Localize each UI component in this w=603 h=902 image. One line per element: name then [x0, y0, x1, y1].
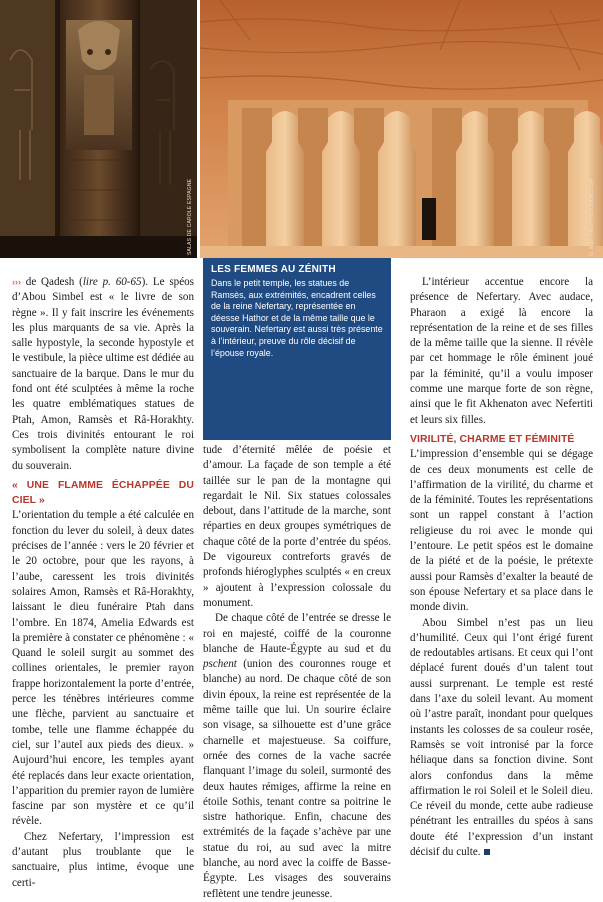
section-heading: « UNE FLAMME ÉCHAPPÉE DU CIEL »	[12, 479, 194, 507]
paragraph	[203, 611, 391, 902]
paragraph	[12, 275, 194, 474]
paragraph: L’orientation du temple a été calculée en fonction du lever du soleil, à deux dates précises de l’année : vers le 20 février et le 20 octobre, pour que les rayons, à l’aube, caressent les trois divinités solaires Amon, Ramsès et Râ-Horakhty, laissant le dieu funéraire Ptah dans l’ombre. En 1874, Amelia Edwards est la première à constater ce phénomène : « Quand le soleil surgit au sommet des collines orientales, le premier rayon frappe horizontalement la porte d’entrée, perce les ténèbres intérieures comme une flèche, parvient au sanctuaire et tombe, telle une flamme échappée du ciel, sur l’autel aux pieds des dieux. » Aujourd’hui encore, les temples ayant été replacés dans leur exacte orientation, l’apparition du premier rayon de lumière fascine par son mystère et ce qu’il révèle.	[12, 509, 194, 828]
continuation-chevron: ›››	[12, 277, 21, 287]
paragraph	[410, 616, 593, 861]
sidebar-box	[203, 258, 391, 440]
article-column-2	[203, 443, 391, 902]
interior-pillar-photo	[0, 0, 197, 258]
temple-facade-photo	[200, 0, 603, 258]
text-run: ). Le spéos d’Abou Simbel est « le livre de son règne ». Il y fait inscrire les événements les plus marquants de sa vie. Après la salle hypostyle, la seconde hypostyle et le vestibule, la pièce ultime est dédiée au sanctuaire de la barque. Dans le mur du fond ont été sculptées à même la roche les quatre emblématiques statues de Ptah, Amon, Ramsès et Râ-Horakhty. Ces trois divinités entourant le roi symbolisent la complète nature divine du souverain.	[12, 276, 194, 472]
text-run: (union des couronnes rouge et blanche) au nord. De chaque côté de son divin époux, la reine est représentée de la même taille que lui. Un sourire éclaire son visage, sa silhouette est d’une grâce charnelle et majestueuse. Sa coiffure, ornée des cornes de la vache sacrée flanquant l’image du soleil, surmonté des deux hautes rémiges, affirme la reine en étoile Sothis, tenant contre sa poitrine le sistre hathorique. Enfin, chacune des extrémités de la façade s’achève par une statue du roi, au sud avec la mitre blanche, au nord avec la coiffe de Basse-Égypte. Les visages des souverains reflètent une tendre jeunesse.	[203, 658, 391, 900]
photo-credit-right: G. MERTIAS/PHOTONONSTOP	[589, 178, 595, 256]
photo-credit-left: SALAS DE CAROLE ESPAGNE	[187, 178, 193, 255]
paragraph: Chez Nefertary, l’impression est d’autant plus troublante que le sanctuaire, plus intime, évoque une certi-	[12, 830, 194, 889]
paragraph: L’impression d’ensemble qui se dégage de ces deux monuments est celle de l’affirmation de la virilité, du charme et de la féminité. Toutes les représentations sont un rappel constant à l’action religieuse du roi avec le monde qui l’entoure. Le petit spéos est le domaine de la piété et de la poésie, le prétexte aussi pour Ramsès d’exalter la beauté de son épouse Nefertary et sa place dans le monde divin.	[410, 448, 593, 614]
paragraph: L’intérieur accentue encore la présence de Nefertary. Avec audace, Pharaon a exigé là encore la représentation de la reine et de ses filles de la même taille que la sienne. Il révèle par cet hommage le rôle éminent joué par la féminité, qu’il a voulu imposer comme une marque forte de son règne, ainsi que le fit Akhenaton avec Nefertiti et leurs six filles.	[410, 276, 593, 426]
paragraph: tude d’éternité mêlée de poésie et d’amour. La façade de son temple a été taillée sur le pan de la montagne qui regardait le Nil. Six statues colossales debout, dans l’attitude de la marche, sont réparties en deux groupes symétriques de chaque côté de la porte d’entrée du spéos. De vigoureux contreforts gravés de profonds hiéroglyphes sculptés « en creux » ajoutent à l’expression colossale du monument.	[203, 444, 391, 609]
end-of-article-mark	[484, 849, 490, 855]
emphasis-term: pschent	[203, 658, 237, 671]
sidebar-title: LES FEMMES AU ZÉNITH	[211, 264, 336, 275]
text-run: Abou Simbel n’est pas un lieu d’humilité. Ceux qui l’ont érigé furent de redoutables artisans. Et ceux qui l’ont déplacé furent doués d’un talent tout aussi surprenant. Le temple est resté dans l’axe du soleil levant. Au moment où l’astre paraît, inondant pour quelques instants les colosses de sa couleur rosée, Ramsès se voit intronisé par la force héliaque dans sa fonction divine. Sont alors confondus dans la même affirmation le roi Soleil et le Soleil dieu. Ce réveil du monde, cette aube radieuse pénétrant les entrailles du spéos à sans doute été l’expression d’un instant décisif du culte.	[410, 616, 593, 858]
article-column-1	[12, 275, 194, 891]
article-column-3	[410, 275, 593, 860]
section-heading: VIRILITÉ, CHARME ET FÉMINITÉ	[410, 433, 575, 445]
text-run: De chaque côté de l’entrée se dresse le roi en majesté, coiffé de la couronne blanche de Haute-Égypte au sud et du	[203, 612, 391, 655]
text-run: de Qadesh (	[21, 276, 83, 288]
page-reference: lire p. 60-65	[82, 276, 142, 288]
sidebar-text: Dans le petit temple, les statues de Ramsès, aux extrémités, encadrent celles de la reine Nefertary, représentée en déesse Hathor et de la même taille que le souverain. Nefertary est aussi très présente à l’intérieur, preuve du rôle décisif de l’épouse royale.	[211, 278, 383, 358]
